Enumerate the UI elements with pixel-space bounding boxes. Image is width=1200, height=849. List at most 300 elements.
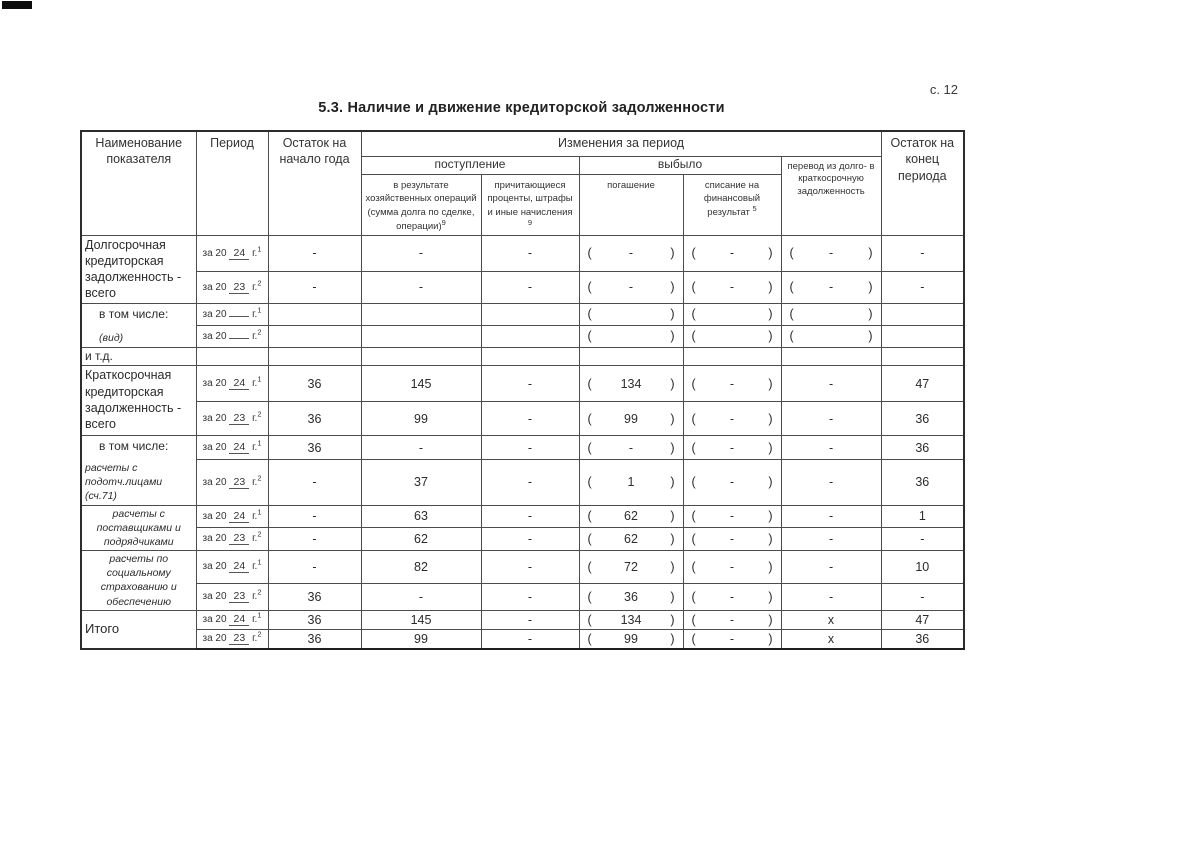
period-suffix: г.: [252, 591, 258, 603]
period-prefix: за 20: [202, 281, 227, 293]
cell-balance-end: [881, 347, 964, 366]
period-footnote: 2: [257, 630, 262, 640]
cell-balance-start: -: [268, 460, 361, 505]
cell-balance-end: -: [881, 235, 964, 271]
cell-incoming-interest: -: [481, 366, 579, 402]
col-header-balance-start: Остаток на начало года: [268, 131, 361, 235]
open-paren: (: [587, 411, 592, 426]
cell-value: -: [729, 559, 735, 574]
close-paren: ): [768, 329, 773, 344]
close-paren: ): [670, 509, 675, 524]
cell-value: 134: [620, 612, 642, 627]
cell-incoming-ops: -: [361, 436, 481, 460]
cell-incoming-interest: -: [481, 629, 579, 649]
close-paren: ): [670, 612, 675, 627]
close-paren: ): [768, 376, 773, 391]
podotch-label: расчеты с подотч.лицами (сч.71): [85, 461, 163, 503]
cell-balance-start: [268, 326, 361, 348]
cell-balance-start: -: [268, 551, 361, 584]
cell-value: -: [729, 475, 735, 490]
close-paren: ): [768, 307, 773, 322]
open-paren: (: [587, 246, 592, 261]
period-prefix: за 20: [202, 510, 227, 522]
cell-balance-start: 36: [268, 629, 361, 649]
row-name-etc: и т.д.: [81, 347, 196, 366]
period-footnote: 2: [257, 278, 262, 288]
close-paren: ): [670, 246, 675, 261]
period-cell: [196, 235, 268, 271]
open-paren: (: [691, 631, 696, 646]
period-cell: [196, 460, 268, 505]
cell-balance-start: 36: [268, 583, 361, 610]
row-name-long-term-total: Долгосрочная кредиторская задолженность - всего: [81, 235, 196, 303]
cell-value: -: [729, 631, 735, 646]
cell-repayment: [579, 326, 683, 348]
cell-repayment: [579, 347, 683, 366]
period-footnote: 1: [257, 375, 262, 385]
period-year: [229, 316, 249, 317]
cell-writeoff: [683, 235, 781, 271]
open-paren: (: [691, 246, 696, 261]
open-paren: (: [789, 329, 794, 344]
cell-balance-end: 47: [881, 366, 964, 402]
period-year: 24: [229, 247, 249, 260]
cell-balance-end: 36: [881, 629, 964, 649]
cell-incoming-ops: 145: [361, 610, 481, 629]
open-paren: (: [691, 440, 696, 455]
cell-incoming-ops: 145: [361, 366, 481, 402]
cell-incoming-interest: -: [481, 610, 579, 629]
period-prefix: за 20: [202, 413, 227, 425]
close-paren: ): [868, 246, 873, 261]
cell-transfer: х: [781, 610, 881, 629]
col-header-outgoing: выбыло: [579, 156, 781, 174]
close-paren: ): [768, 631, 773, 646]
period-suffix: г.: [252, 442, 258, 454]
open-paren: (: [587, 559, 592, 574]
open-paren: (: [691, 307, 696, 322]
row-name-total: Итого: [81, 610, 196, 649]
period-year: 24: [229, 377, 249, 390]
period-year: 24: [229, 441, 249, 454]
cell-balance-end: [881, 326, 964, 348]
cell-repayment: [579, 629, 683, 649]
period-cell: [196, 326, 268, 348]
open-paren: (: [587, 612, 592, 627]
cell-writeoff: [683, 347, 781, 366]
period-year: 23: [229, 632, 249, 645]
open-paren: (: [691, 559, 696, 574]
open-paren: (: [587, 440, 592, 455]
row-name-suppliers: расчеты с поставщиками и подрядчиками: [81, 505, 196, 551]
col-header-transfer: перевод из долго- в краткосрочную задолженность: [781, 156, 881, 235]
cell-balance-end: 36: [881, 402, 964, 436]
cell-balance-end: [881, 303, 964, 326]
close-paren: ): [670, 531, 675, 546]
open-paren: (: [587, 280, 592, 295]
close-paren: ): [670, 631, 675, 646]
period-cell: [196, 303, 268, 326]
cell-balance-end: 1: [881, 505, 964, 527]
cell-transfer: -: [781, 583, 881, 610]
cell-writeoff: [683, 551, 781, 584]
cell-incoming-ops: [361, 303, 481, 326]
period-footnote: 2: [257, 410, 262, 420]
row-name-short-term-total: Краткосрочная кредиторская задолженность - всего: [81, 366, 196, 436]
open-paren: (: [587, 376, 592, 391]
open-paren: (: [587, 509, 592, 524]
open-paren: (: [587, 329, 592, 344]
section-title: 5.3. Наличие и движение кредиторской задолженности: [318, 100, 725, 116]
cell-balance-start: 36: [268, 610, 361, 629]
cell-value: 1: [627, 475, 635, 490]
cell-value: -: [729, 531, 735, 546]
cell-repayment: [579, 235, 683, 271]
period-footnote: 2: [257, 529, 262, 539]
cell-value: -: [729, 411, 735, 426]
cell-incoming-interest: -: [481, 460, 579, 505]
cell-incoming-ops: -: [361, 271, 481, 303]
period-prefix: за 20: [202, 533, 227, 545]
period-suffix: г.: [252, 413, 258, 425]
period-year: 23: [229, 590, 249, 603]
cell-balance-start: [268, 303, 361, 326]
cell-balance-end: -: [881, 583, 964, 610]
open-paren: (: [789, 307, 794, 322]
cell-repayment: [579, 527, 683, 550]
col-header-incoming-interest: [481, 174, 579, 235]
cell-value: 99: [624, 631, 638, 646]
open-paren: (: [587, 307, 592, 322]
open-paren: (: [587, 475, 592, 490]
cell-value: 36: [624, 589, 638, 604]
close-paren: ): [868, 307, 873, 322]
open-paren: (: [691, 376, 696, 391]
cell-incoming-interest: [481, 347, 579, 366]
row-name-podotch: [81, 436, 196, 505]
col-header-balance-end: Остаток на конец периода: [881, 131, 964, 235]
cell-value: -: [828, 280, 834, 295]
period-cell: [196, 366, 268, 402]
cell-incoming-ops: -: [361, 235, 481, 271]
cell-transfer: [781, 235, 881, 271]
close-paren: ): [768, 440, 773, 455]
cell-repayment: [579, 610, 683, 629]
cell-incoming-ops: 99: [361, 402, 481, 436]
cell-value: -: [628, 280, 634, 295]
footnote-marker: 5: [752, 203, 757, 213]
cell-transfer: -: [781, 436, 881, 460]
close-paren: ): [670, 329, 675, 344]
period-prefix: за 20: [202, 476, 227, 488]
col-header-changes: Изменения за период: [361, 131, 881, 156]
period-cell: [196, 436, 268, 460]
cell-repayment: [579, 551, 683, 584]
cell-incoming-interest: [481, 303, 579, 326]
cell-balance-end: -: [881, 271, 964, 303]
open-paren: (: [587, 589, 592, 604]
cell-incoming-ops: 62: [361, 527, 481, 550]
cell-balance-start: 36: [268, 436, 361, 460]
cell-balance-start: -: [268, 505, 361, 527]
close-paren: ): [670, 440, 675, 455]
close-paren: ): [670, 411, 675, 426]
period-footnote: 1: [257, 558, 262, 568]
open-paren: (: [691, 280, 696, 295]
period-prefix: за 20: [202, 633, 227, 645]
period-prefix: за 20: [202, 561, 227, 573]
open-paren: (: [691, 612, 696, 627]
cell-transfer: -: [781, 460, 881, 505]
cell-incoming-ops: 63: [361, 505, 481, 527]
period-prefix: за 20: [202, 330, 227, 342]
period-footnote: 1: [257, 244, 262, 254]
close-paren: ): [768, 589, 773, 604]
close-paren: ): [768, 280, 773, 295]
close-paren: ): [768, 509, 773, 524]
row-name-vid: [81, 303, 196, 347]
cell-writeoff: [683, 326, 781, 348]
period-cell: [196, 505, 268, 527]
period-footnote: 1: [257, 305, 262, 315]
period-footnote: 2: [257, 473, 262, 483]
cell-value: 99: [624, 411, 638, 426]
period-prefix: за 20: [202, 308, 227, 320]
open-paren: (: [789, 246, 794, 261]
cell-value: 62: [624, 531, 638, 546]
open-paren: (: [789, 280, 794, 295]
cell-incoming-interest: -: [481, 436, 579, 460]
period-year: [229, 338, 249, 339]
period-year: 23: [229, 412, 249, 425]
cell-repayment: [579, 402, 683, 436]
footnote-marker: 9: [527, 217, 533, 227]
open-paren: (: [691, 475, 696, 490]
col-header-writeoff: [683, 174, 781, 235]
row-name-social-insurance: расчеты по социальному страхованию и обеспечению: [81, 551, 196, 611]
cell-incoming-ops: 99: [361, 629, 481, 649]
cell-transfer: -: [781, 366, 881, 402]
cell-incoming-ops: 82: [361, 551, 481, 584]
period-year: 24: [229, 560, 249, 573]
cell-incoming-interest: -: [481, 271, 579, 303]
cell-repayment: [579, 460, 683, 505]
close-paren: ): [670, 307, 675, 322]
period-footnote: 2: [257, 327, 262, 337]
close-paren: ): [670, 376, 675, 391]
cell-writeoff: [683, 366, 781, 402]
cell-transfer: -: [781, 402, 881, 436]
cell-value: -: [729, 440, 735, 455]
period-footnote: 2: [257, 587, 262, 597]
including-label: в том числе:: [99, 439, 169, 454]
close-paren: ): [768, 246, 773, 261]
period-year: 24: [229, 510, 249, 523]
cell-incoming-interest: [481, 326, 579, 348]
period-prefix: за 20: [202, 614, 227, 626]
cell-balance-start: [268, 347, 361, 366]
cell-value: -: [729, 509, 735, 524]
cell-transfer: -: [781, 527, 881, 550]
period-prefix: за 20: [202, 247, 227, 259]
period-suffix: г.: [252, 533, 258, 545]
cell-incoming-ops: -: [361, 583, 481, 610]
period-footnote: 1: [257, 610, 262, 620]
cell-value: -: [729, 589, 735, 604]
cell-incoming-ops: 37: [361, 460, 481, 505]
cell-value: -: [628, 246, 634, 261]
cell-writeoff: [683, 271, 781, 303]
period-year: 23: [229, 476, 249, 489]
period-suffix: г.: [252, 281, 258, 293]
cell-repayment: [579, 271, 683, 303]
vid-label: (вид): [99, 332, 124, 345]
incoming-ops-label: в результате хозяйственных операций (сумма долга по сделке, операции): [365, 179, 477, 232]
close-paren: ): [670, 475, 675, 490]
cell-writeoff: [683, 629, 781, 649]
cell-transfer: х: [781, 629, 881, 649]
cell-repayment: [579, 436, 683, 460]
cell-writeoff: [683, 436, 781, 460]
open-paren: (: [691, 411, 696, 426]
cell-writeoff: [683, 527, 781, 550]
period-prefix: за 20: [202, 591, 227, 603]
cell-writeoff: [683, 583, 781, 610]
footnote-marker: 9: [441, 217, 446, 227]
period-suffix: г.: [252, 330, 258, 342]
cell-value: -: [729, 612, 735, 627]
period-suffix: г.: [252, 633, 258, 645]
cell-value: -: [729, 280, 735, 295]
cell-incoming-interest: -: [481, 402, 579, 436]
cell-incoming-interest: -: [481, 583, 579, 610]
period-cell: [196, 402, 268, 436]
cell-balance-end: -: [881, 527, 964, 550]
cell-repayment: [579, 583, 683, 610]
period-cell: [196, 527, 268, 550]
creditor-debt-table: [80, 130, 965, 650]
period-cell: [196, 583, 268, 610]
cell-repayment: [579, 505, 683, 527]
cell-incoming-interest: -: [481, 551, 579, 584]
period-suffix: г.: [252, 476, 258, 488]
cell-transfer: -: [781, 551, 881, 584]
cell-repayment: [579, 303, 683, 326]
including-label: в том числе:: [99, 306, 169, 321]
cell-transfer: [781, 326, 881, 348]
close-paren: ): [768, 559, 773, 574]
cell-balance-start: -: [268, 235, 361, 271]
period-cell: [196, 347, 268, 366]
open-paren: (: [691, 589, 696, 604]
cell-balance-end: 47: [881, 610, 964, 629]
period-suffix: г.: [252, 510, 258, 522]
page-number: с. 12: [929, 82, 958, 97]
period-footnote: 1: [257, 438, 262, 448]
close-paren: ): [768, 411, 773, 426]
cell-writeoff: [683, 303, 781, 326]
period-cell: [196, 551, 268, 584]
close-paren: ): [868, 280, 873, 295]
period-suffix: г.: [252, 308, 258, 320]
cell-incoming-ops: [361, 326, 481, 348]
col-header-name: Наименование показателя: [81, 131, 196, 235]
cell-value: 134: [620, 376, 642, 391]
cell-balance-end: 10: [881, 551, 964, 584]
period-footnote: 1: [257, 507, 262, 517]
close-paren: ): [670, 589, 675, 604]
cell-balance-start: 36: [268, 402, 361, 436]
open-paren: (: [691, 329, 696, 344]
col-header-incoming: поступление: [361, 156, 579, 174]
period-suffix: г.: [252, 378, 258, 390]
cell-incoming-interest: -: [481, 505, 579, 527]
cell-balance-end: 36: [881, 436, 964, 460]
close-paren: ): [670, 280, 675, 295]
cell-incoming-interest: -: [481, 235, 579, 271]
scan-artifact-mark: [2, 1, 32, 9]
close-paren: ): [768, 475, 773, 490]
cell-repayment: [579, 366, 683, 402]
cell-balance-start: 36: [268, 366, 361, 402]
close-paren: ): [868, 329, 873, 344]
cell-writeoff: [683, 460, 781, 505]
cell-incoming-ops: [361, 347, 481, 366]
cell-incoming-interest: -: [481, 527, 579, 550]
cell-transfer: [781, 271, 881, 303]
open-paren: (: [587, 631, 592, 646]
period-suffix: г.: [252, 614, 258, 626]
cell-value: -: [729, 376, 735, 391]
period-cell: [196, 271, 268, 303]
close-paren: ): [670, 559, 675, 574]
open-paren: (: [587, 531, 592, 546]
cell-writeoff: [683, 610, 781, 629]
cell-balance-start: -: [268, 271, 361, 303]
cell-transfer: -: [781, 505, 881, 527]
cell-value: -: [828, 246, 834, 261]
close-paren: ): [768, 531, 773, 546]
cell-value: -: [628, 440, 634, 455]
close-paren: ): [768, 612, 773, 627]
period-year: 23: [229, 532, 249, 545]
cell-balance-start: -: [268, 527, 361, 550]
period-cell: [196, 629, 268, 649]
cell-transfer: [781, 303, 881, 326]
period-prefix: за 20: [202, 442, 227, 454]
col-header-repayment: погашение: [579, 174, 683, 235]
cell-transfer: [781, 347, 881, 366]
cell-value: 72: [624, 559, 638, 574]
col-header-period: Период: [196, 131, 268, 235]
period-suffix: г.: [252, 247, 258, 259]
cell-writeoff: [683, 505, 781, 527]
period-suffix: г.: [252, 561, 258, 573]
col-header-incoming-ops: [361, 174, 481, 235]
cell-balance-end: 36: [881, 460, 964, 505]
cell-value: 62: [624, 509, 638, 524]
cell-writeoff: [683, 402, 781, 436]
writeoff-label: списание на финансовый результат: [703, 179, 761, 219]
incoming-interest-label: причитающиеся проценты, штрафы и иные начисления: [487, 179, 573, 219]
period-year: 24: [229, 613, 249, 626]
cell-value: -: [729, 246, 735, 261]
open-paren: (: [691, 509, 696, 524]
open-paren: (: [691, 531, 696, 546]
period-prefix: за 20: [202, 378, 227, 390]
period-cell: [196, 610, 268, 629]
period-year: 23: [229, 281, 249, 294]
